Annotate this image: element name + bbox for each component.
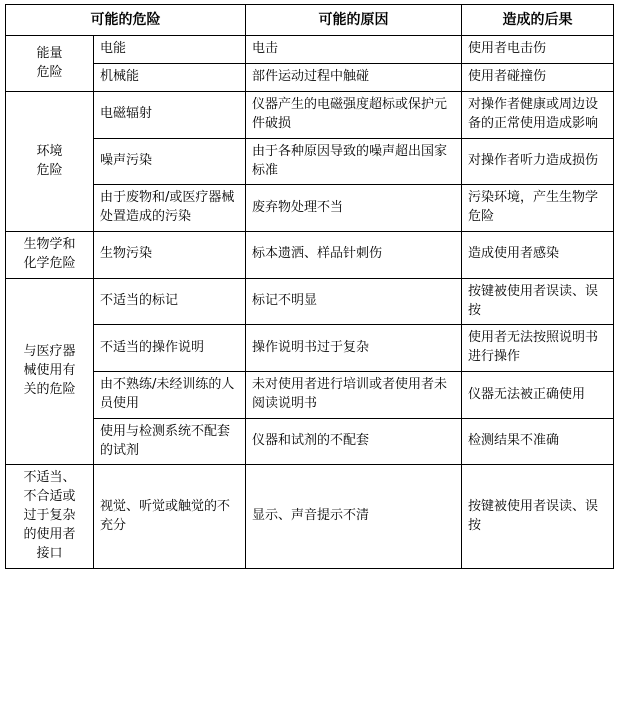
category-line: 不合适或 [23,489,76,505]
effect-cell: 仪器无法被正确使用 [462,372,614,419]
hazard-cell: 由不熟练/未经训练的人员使用 [94,372,246,419]
category-line: 过于复杂 [23,508,76,524]
effect-cell: 使用者碰撞伤 [462,64,614,92]
table-row [6,278,614,325]
column-header-cause: 可能的原因 [246,5,462,36]
hazard-cell: 不适当的标记 [94,278,246,325]
table-row [6,232,614,279]
category-cell-user-interface [6,465,94,568]
cause-cell: 标记不明显 [246,278,462,325]
document-page [0,4,618,709]
hazard-cell: 视觉、听觉或触觉的不充分 [94,465,246,568]
table-row [6,185,614,232]
cause-cell: 电击 [246,36,462,64]
cause-cell: 仪器和试剂的不配套 [246,418,462,465]
category-cell-environment [6,91,94,231]
cause-cell: 由于各种原因导致的噪声超出国家标准 [246,138,462,185]
table-row [6,325,614,372]
hazard-cell: 使用与检测系统不配套的试剂 [94,418,246,465]
cause-cell: 部件运动过程中触碰 [246,64,462,92]
category-line: 危险 [36,64,63,80]
cause-cell: 显示、声音提示不清 [246,465,462,568]
category-line: 化学危险 [23,255,76,271]
effect-cell: 使用者无法按照说明书进行操作 [462,325,614,372]
cause-cell: 操作说明书过于复杂 [246,325,462,372]
effect-cell: 对操作者听力造成损伤 [462,138,614,185]
category-line: 危险 [36,162,63,178]
category-cell-energy [6,36,94,92]
category-line: 环境 [36,143,63,159]
cause-cell: 标本遗洒、样品针刺伤 [246,232,462,279]
category-line: 能量 [36,45,63,61]
category-line: 不适当、 [23,470,76,486]
category-line: 的使用者 [23,527,76,543]
table-row [6,418,614,465]
effect-cell: 检测结果不准确 [462,418,614,465]
table-row [6,465,614,568]
hazard-cell: 机械能 [94,64,246,92]
table-header-row [6,5,614,36]
category-cell-biological-chemical [6,232,94,279]
table-row [6,372,614,419]
table-row [6,138,614,185]
effect-cell: 对操作者健康或周边设备的正常使用造成影响 [462,91,614,138]
category-line: 械使用有 [23,363,76,379]
column-header-hazard: 可能的危险 [6,5,246,36]
effect-cell: 造成使用者感染 [462,232,614,279]
effect-cell: 使用者电击伤 [462,36,614,64]
category-line: 接口 [36,545,63,561]
table-body [6,36,614,568]
cause-cell: 仪器产生的电磁强度超标或保护元件破损 [246,91,462,138]
table-row [6,64,614,92]
category-line: 关的危险 [23,382,76,398]
hazard-cell: 不适当的操作说明 [94,325,246,372]
column-header-effect: 造成的后果 [462,5,614,36]
category-line: 与医疗器 [23,344,76,360]
hazard-cell: 由于废物和/或医疗器械处置造成的污染 [94,185,246,232]
effect-cell: 污染环境，产生生物学危险 [462,185,614,232]
category-cell-device-use [6,278,94,465]
category-line: 生物学和 [23,237,76,253]
cause-cell: 未对使用者进行培训或者使用者未阅读说明书 [246,372,462,419]
hazard-cell: 噪声污染 [94,138,246,185]
effect-cell: 按键被使用者误读、误按 [462,465,614,568]
hazard-cell: 电能 [94,36,246,64]
cause-cell: 废弃物处理不当 [246,185,462,232]
hazard-analysis-table [5,4,614,569]
table-row [6,91,614,138]
effect-cell: 按键被使用者误读、误按 [462,278,614,325]
table-row [6,36,614,64]
hazard-cell: 电磁辐射 [94,91,246,138]
hazard-cell: 生物污染 [94,232,246,279]
